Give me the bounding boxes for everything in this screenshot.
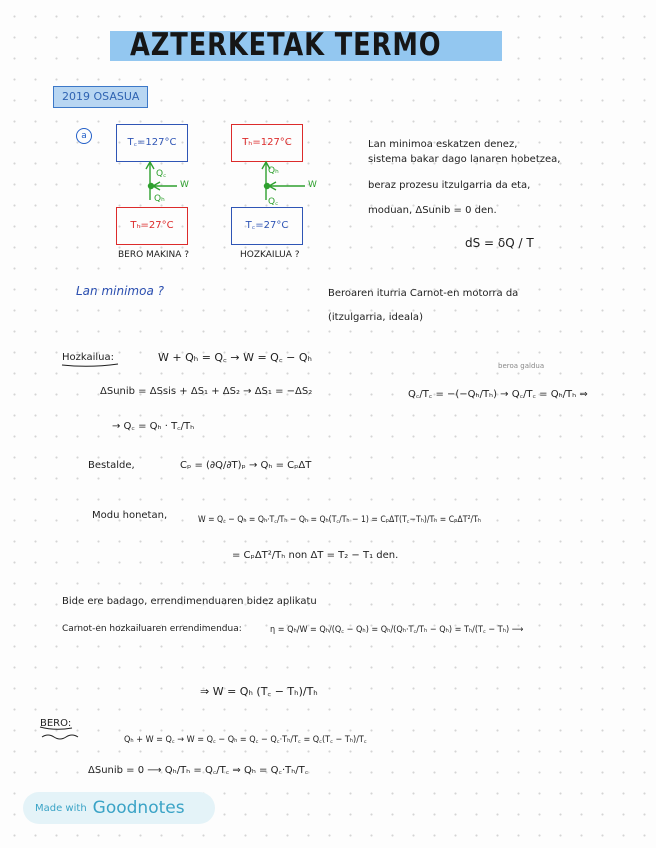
- section-tag: 2019 OSASUA: [53, 86, 148, 108]
- equation-10: ⇒ W = Qₕ (T꜀ − Tₕ)/Tₕ: [200, 685, 318, 698]
- left-caption: BERO MAKINA ?: [118, 250, 190, 260]
- annotation: beroa galdua: [498, 362, 545, 370]
- note-line-3: beraz prozesu itzulgarria da eta,: [368, 180, 531, 191]
- right-q-bottom: Q꜀: [268, 197, 279, 207]
- equation-11: Qₕ + W = Q꜀ → W = Q꜀ − Qₕ = Q꜀ − Q꜀·Tₕ/T꜀ = Q꜀(T꜀ − Tₕ)/T꜀: [124, 735, 367, 745]
- note-line-4: moduan, ΔSunib = 0 den.: [368, 205, 497, 216]
- right-hot-reservoir: Tₕ=127°C: [231, 124, 303, 162]
- left-q-top: Q꜀: [156, 169, 167, 179]
- entropy-definition: dS = δQ / T: [465, 236, 534, 250]
- equation-6: W = Q꜀ − Qₕ = Qₕ·T꜀/Tₕ − Qₕ = Qₕ(T꜀/Tₕ − 1) = CₚΔT(T꜀−Tₕ)/Tₕ = CₚΔT²/Tₕ: [198, 515, 482, 525]
- right-cold-reservoir: T꜀=27°C: [231, 207, 303, 245]
- goodnotes-logo-text: Goodnotes: [92, 798, 185, 818]
- question: Lan minimoa ?: [76, 284, 164, 298]
- left-q-bottom: Qₕ: [154, 194, 165, 204]
- made-with-text: Made with: [35, 802, 87, 814]
- bestalde-label: Bestalde,: [88, 460, 135, 471]
- hozkailua-label: Hozkailua:: [62, 352, 115, 363]
- equation-2: ΔSunib = ΔSsis + ΔS₁ + ΔS₂ → ΔS₁ = −ΔS₂: [100, 386, 313, 397]
- bero-label: BERO:: [40, 718, 72, 729]
- note-line-2: sistema bakar dago lanaren hobetzea,: [368, 154, 561, 165]
- equation-7: = CₚΔT²/Tₕ non ΔT = T₂ − T₁ den.: [232, 550, 399, 561]
- left-work: W: [180, 180, 189, 190]
- equation-4: → Q꜀ = Qₕ · T꜀/Tₕ: [112, 421, 195, 432]
- equation-8: Bide ere badago, errendimenduaren bidez aplikatu: [62, 596, 317, 607]
- goodnotes-badge[interactable]: [23, 792, 215, 824]
- equation-1: W + Qₕ = Q꜀ → W = Q꜀ − Qₕ: [158, 351, 312, 364]
- left-cold-reservoir: Tₕ=27°C: [116, 207, 188, 245]
- right-q-top: Qₕ: [268, 166, 279, 176]
- equation-12: ΔSunib = 0 ⟶ Qₕ/Tₕ = Q꜀/T꜀ ⇒ Qₕ = Q꜀·Tₕ/T꜀: [88, 765, 309, 776]
- answer-line-1: Beroaren iturria Carnot-en motorra da: [328, 288, 519, 299]
- page-title: AZTERKETAK TERMO: [130, 27, 442, 63]
- equation-5: Cₚ = (∂Q/∂T)ₚ → Qₕ = CₚΔT: [180, 460, 312, 471]
- left-hot-reservoir: T꜀=127°C: [116, 124, 188, 162]
- answer-line-2: (itzulgarria, ideala): [328, 312, 423, 323]
- right-caption: HOZKAILUA ?: [240, 250, 300, 260]
- problem-number: a: [76, 128, 92, 144]
- note-line-1: Lan minimoa eskatzen denez,: [368, 139, 518, 150]
- equation-9: η = Qₕ/W = Qₕ/(Q꜀ − Qₕ) = Qₕ/(Qₕ·T꜀/Tₕ − Qₕ) = Tₕ/(T꜀ − Tₕ) ⟶: [270, 625, 524, 635]
- equation-3: Q꜀/T꜀ = −(−Qₕ/Tₕ) → Q꜀/T꜀ = Qₕ/Tₕ ⇒: [408, 389, 588, 400]
- right-work: W: [308, 180, 317, 190]
- modu-label: Modu honetan,: [92, 510, 168, 521]
- carnot-label: Carnot-en hozkailuaren errendimendua:: [62, 624, 242, 634]
